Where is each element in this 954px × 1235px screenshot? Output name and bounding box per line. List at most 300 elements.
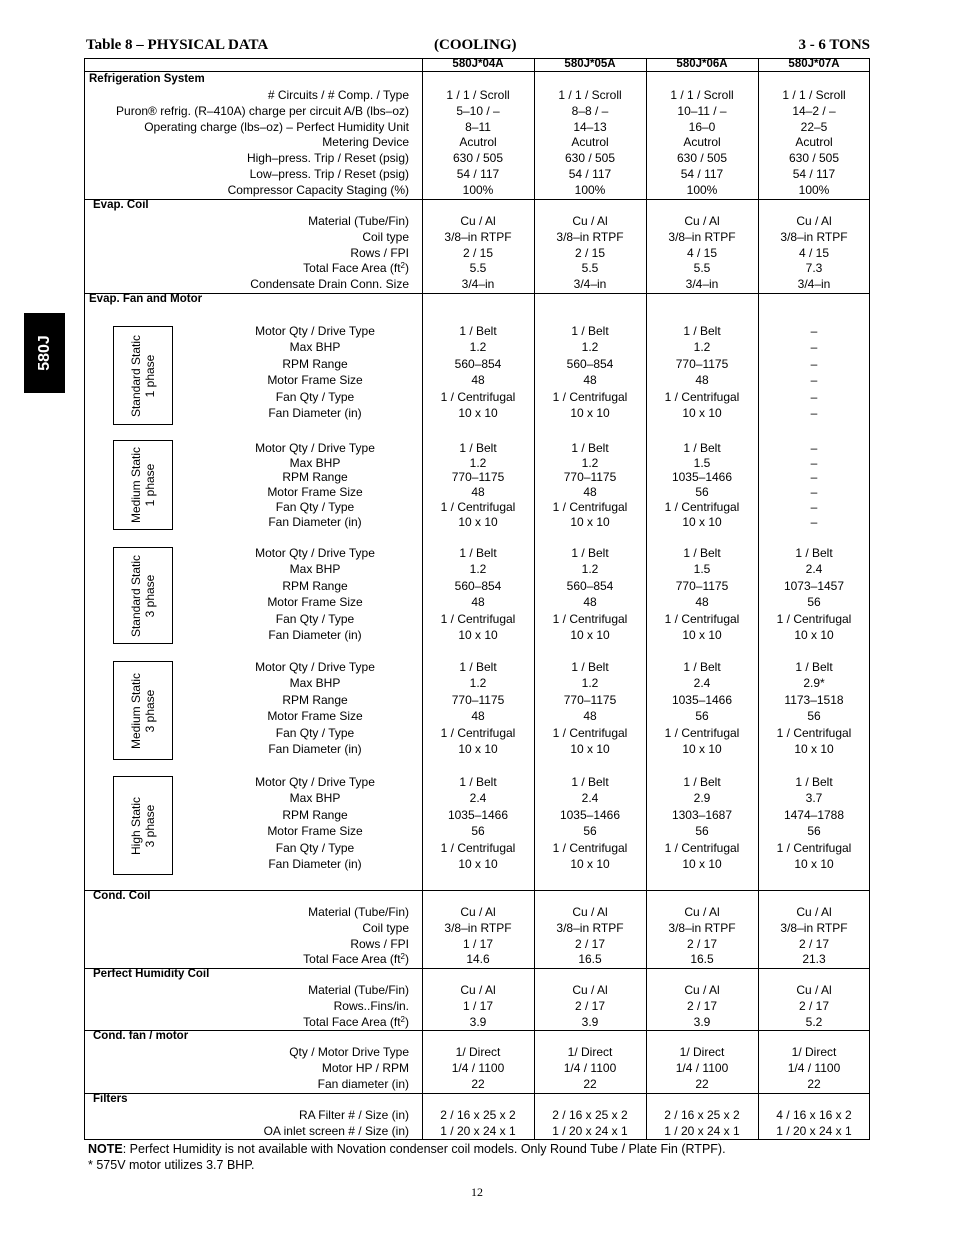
cell-value: 1 / Centrifugal [552,611,628,626]
cell-value: 56 [807,824,821,839]
fan-row-label: Max BHP [289,562,341,577]
cell-value: 2.9* [803,676,825,691]
table-tons: 3 - 6 TONS [798,37,870,53]
cell-value: 1073–1457 [783,578,845,593]
row-label: Fan diameter (in) [317,1076,409,1091]
cell-value: 1 / Centrifugal [440,499,516,514]
cell-value: 10 x 10 [458,406,498,420]
cell-value: 48 [471,373,485,388]
row-label: Total Face Area $(ft^2)$ [303,261,409,276]
cell-value: 10 x 10 [682,514,722,529]
row-label: # Circuits / # Comp. / Type [267,88,409,102]
cell-value: – [810,406,818,420]
cell-value: 10 x 10 [682,857,722,871]
cell-value: 1 / Belt [795,775,833,789]
cell-value: 3/8–in RTPF [780,229,848,244]
cell-value: 10 x 10 [682,742,722,756]
cell-value: 14–13 [573,119,607,134]
fan-row-label: Motor Frame Size [267,824,363,839]
cell-value: 1 / Belt [683,441,721,455]
cell-value: 3/4–in [797,277,831,292]
superscript: 2 [400,261,405,271]
cell-value: – [810,499,818,514]
cell-value: 2 / 16 x 25 x 2 [664,1108,740,1122]
cell-value: – [810,514,818,529]
cell-value: 770–1175 [675,578,729,593]
row-label: Compressor Capacity Staging (%) [227,182,409,197]
cell-value: 770–1175 [451,470,505,485]
cell-value: 1/4 / 1100 [787,1060,841,1075]
cell-value: 770–1175 [451,692,505,707]
cell-value: 3/8–in RTPF [668,920,736,935]
fan-row-label: Motor Qty / Drive Type [255,546,375,560]
fan-group-box [113,547,173,644]
row-label: Condensate Drain Conn. Size [250,277,409,292]
cell-value: 1 / Centrifugal [440,725,516,740]
cell-value: 630 / 505 [452,151,504,166]
cell-value: 1 / Centrifugal [664,725,740,740]
cell-value: Acutrol [683,135,721,150]
cell-value: 1 / Belt [571,441,609,455]
section-title: Evap. Coil [93,199,149,211]
cell-value: 1 / Belt [459,775,497,789]
cell-value: 1035–1466 [671,470,733,485]
cell-value: 100% [686,182,718,197]
cell-value: Cu / Al [684,983,720,997]
cell-value: 1173–1518 [784,692,844,707]
cell-value: 1 / Belt [571,546,609,560]
cell-value: 3.9 [693,1014,711,1029]
cell-value: 1 / Centrifugal [552,389,628,404]
cell-value: 2 / 15 [574,245,606,260]
cell-value: 1 / 20 x 24 x 1 [664,1123,740,1138]
cell-value: Cu / Al [460,905,496,919]
cell-value: 8–8 / – [571,103,609,118]
row-divider [85,1030,869,1031]
table-title: Table 8 – PHYSICAL DATA [86,37,269,53]
cell-value: 1.2 [469,562,487,577]
cell-value: – [810,485,818,500]
cell-value: 2 / 17 [574,998,606,1013]
fan-group-phase: 3 phase [143,804,157,847]
fan-row-label: Fan Diameter (in) [268,628,362,642]
fan-row-label: Fan Qty / Type [275,389,355,404]
fan-row-label: RPM Range [282,807,348,822]
cell-value: 3/4–in [573,277,607,292]
cell-value: 3.9 [469,1014,487,1029]
cell-value: Cu / Al [460,214,496,228]
cell-value: 10 x 10 [682,406,722,420]
cell-value: Cu / Al [572,905,608,919]
cell-value: – [810,389,818,404]
cell-value: 1/4 / 1100 [563,1060,617,1075]
cell-value: 3/8–in RTPF [556,229,624,244]
fan-row-label: Motor Frame Size [267,595,363,610]
cell-value: 1/ Direct [791,1045,837,1059]
cell-value: 48 [471,485,485,500]
cell-value: 4 / 15 [686,245,718,260]
row-divider [85,293,869,294]
cell-value: 5.5 [693,261,711,276]
cell-value: 1 / Belt [459,324,497,338]
cell-value: 48 [695,595,709,610]
cell-value: 2 / 15 [462,245,494,260]
fan-group-box [113,440,173,530]
superscript: 2 [400,1014,405,1024]
fan-row-label: RPM Range [282,578,348,593]
cell-value: 10 x 10 [794,628,834,642]
cell-value: 10 x 10 [458,857,498,871]
row-label: Rows / FPI [350,936,409,951]
cell-value: 1 / Centrifugal [664,389,740,404]
fan-group-label [129,447,157,523]
table-title-bar [86,37,870,55]
fan-group-box [113,661,173,760]
cell-value: 1035–1466 [671,692,733,707]
cell-value: Cu / Al [684,905,720,919]
row-divider [85,1093,869,1094]
fan-group-box [113,326,173,425]
fan-row-label: Max BHP [289,455,341,470]
fan-group-label [129,672,157,748]
fan-group-phase: 1 phase [143,354,157,397]
cell-value: 560–854 [566,356,614,371]
row-label: Material (Tube/Fin) [308,214,409,228]
cell-value: 56 [471,824,485,839]
fan-row-label: Fan Qty / Type [275,840,355,855]
row-divider [85,890,869,891]
side-tab [24,313,65,393]
cell-value: 48 [471,709,485,724]
cell-value: 2.4 [805,562,823,577]
cell-value: 3/8–in RTPF [556,920,624,935]
cell-value: 10 x 10 [458,742,498,756]
cell-value: 2.4 [693,676,711,691]
cell-value: 1 / Belt [459,546,497,560]
cell-value: 100% [798,182,830,197]
cell-value: 56 [695,485,709,500]
row-label: Operating charge (lbs–oz) – Perfect Humidity Unit [144,119,409,134]
row-label: Low–press. Trip / Reset (psig) [249,167,409,181]
row-label: Rows..Fins/in. [333,998,409,1013]
fan-row-label: Motor Frame Size [267,373,363,388]
cell-value: 770–1175 [563,470,617,485]
cell-value: Cu / Al [796,214,832,228]
fan-group-name: Standard Static [129,334,143,417]
cell-value: 1/ Direct [679,1045,725,1059]
fan-row-label: Fan Qty / Type [275,499,355,514]
cell-value: 22 [807,1076,821,1091]
cell-value: 1 / Centrifugal [664,840,740,855]
column-header: 580J*04A [452,58,504,70]
fan-row-label: Motor Qty / Drive Type [255,775,375,789]
cell-value: 770–1175 [675,356,729,371]
cell-value: 1 / 17 [462,936,494,951]
physical-data-table [84,58,870,1140]
cell-value: 1.2 [469,676,487,691]
cell-value: 1.2 [581,455,599,470]
fan-group-phase: 1 phase [143,463,157,507]
cell-value: 10 x 10 [570,742,610,756]
row-label: Material (Tube/Fin) [308,905,409,919]
cell-value: 3.9 [581,1014,599,1029]
row-label: Coil type [362,229,409,244]
cell-value: 1 / Centrifugal [552,725,628,740]
cell-value: 16.5 [690,952,714,967]
section-title: Perfect Humidity Coil [93,968,210,980]
fan-row-label: Motor Qty / Drive Type [255,660,375,674]
cell-value: 1 / Centrifugal [440,389,516,404]
cell-value: 1 / Belt [795,546,833,560]
cell-value: 630 / 505 [676,151,728,166]
cell-value: 1.2 [469,340,487,355]
cell-value: 3/4–in [685,277,719,292]
row-divider [85,71,869,72]
cell-value: 630 / 505 [564,151,616,166]
cell-value: 8–11 [465,119,491,134]
row-label: OA inlet screen # / Size (in) [263,1123,409,1138]
cell-value: – [810,356,818,371]
cell-value: 22–5 [800,119,828,134]
cell-value: 48 [583,595,597,610]
row-label: High–press. Trip / Reset (psig) [246,151,409,166]
cell-value: 56 [807,595,821,610]
cell-value: 1 / Centrifugal [776,611,852,626]
cell-value: 14–2 / – [792,103,836,118]
fan-row-label: Fan Qty / Type [275,725,355,740]
cell-value: 1.2 [581,340,599,355]
cell-value: 1 / Belt [683,324,721,338]
fan-row-label: RPM Range [282,470,348,485]
table-mode: (COOLING) [434,37,517,53]
cell-value: 1 / Centrifugal [440,611,516,626]
cell-value: 3/8–in RTPF [668,229,736,244]
cell-value: 56 [695,824,709,839]
cell-value: 10 x 10 [682,628,722,642]
cell-value: 22 [583,1076,597,1091]
cell-value: 5.2 [805,1014,823,1029]
fan-row-label: Max BHP [289,340,341,355]
fan-row-label: Max BHP [289,676,341,691]
page-number: 12 [471,1185,483,1199]
cell-value: 56 [695,709,709,724]
cell-value: 5.5 [469,261,487,276]
cell-value: 560–854 [566,578,614,593]
cell-value: 1/4 / 1100 [451,1060,505,1075]
fan-row-label: Motor Frame Size [267,485,363,500]
cell-value: 54 / 117 [680,167,724,181]
cell-value: Cu / Al [684,214,720,228]
cell-value: 54 / 117 [792,167,836,181]
cell-value: 1474–1788 [783,807,845,822]
fan-group-name: Standard Static [129,554,143,637]
cell-value: 3.7 [805,791,823,806]
column-header: 580J*07A [788,58,840,70]
cell-value: 10–11 / – [677,103,727,118]
cell-value: 10 x 10 [570,514,610,529]
cell-value: 1 / Centrifugal [552,499,628,514]
cell-value: Cu / Al [796,905,832,919]
cell-value: 100% [462,182,494,197]
note-label: NOTE [88,1142,123,1156]
fan-group-phase: 3 phase [143,689,157,732]
fan-row-label: Fan Qty / Type [275,611,355,626]
cell-value: 7.3 [805,261,823,276]
fan-group-label [129,554,157,636]
row-label: Qty / Motor Drive Type [289,1045,409,1059]
cell-value: 16.5 [578,952,602,967]
note [88,1142,726,1156]
cell-value: 48 [583,709,597,724]
fan-group-label [129,796,157,854]
cell-value: 1 / Belt [795,660,833,674]
cell-value: 48 [583,373,597,388]
cell-value: 1 / Belt [683,546,721,560]
footnote: * 575V motor utilizes 3.7 BHP. [88,1158,255,1172]
cell-value: 2.4 [581,791,599,806]
cell-value: 630 / 505 [788,151,840,166]
cell-value: 54 / 117 [568,167,612,181]
cell-value: 1 / Centrifugal [440,840,516,855]
cell-value: Cu / Al [460,983,496,997]
cell-value: 1035–1466 [447,807,509,822]
cell-value: 2.4 [469,791,487,806]
cell-value: 2 / 17 [686,998,718,1013]
cell-value: Cu / Al [572,214,608,228]
section-title: Refrigeration System [89,73,205,85]
cell-value: 1.5 [693,455,711,470]
section-title: Evap. Fan and Motor [89,293,203,305]
fan-row-label: Max BHP [289,791,341,806]
superscript: 2 [400,952,405,962]
cell-value: – [810,441,818,455]
cell-value: 1.2 [581,562,599,577]
fan-row-label: RPM Range [282,356,348,371]
side-tab-label: 580J [35,335,53,371]
row-label: Material (Tube/Fin) [308,983,409,997]
column-header: 580J*06A [676,58,728,70]
cell-value: 54 / 117 [456,167,500,181]
fan-row-label: Fan Diameter (in) [268,406,362,420]
cell-value: 1/ Direct [567,1045,613,1059]
fan-row-label: Motor Frame Size [267,709,363,724]
cell-value: 1 / Centrifugal [552,840,628,855]
cell-value: 1 / 20 x 24 x 1 [440,1123,516,1138]
row-label: Coil type [362,920,409,935]
cell-value: Acutrol [571,135,609,150]
fan-group-name: Medium Static [129,446,143,524]
cell-value: 1 / Belt [683,660,721,674]
cell-value: 1/4 / 1100 [675,1060,729,1075]
cell-value: 100% [574,182,606,197]
cell-value: 1 / Belt [571,324,609,338]
cell-value: 10 x 10 [570,857,610,871]
cell-value: – [810,340,818,355]
cell-value: 1 / 1 / Scroll [670,88,734,102]
fan-group-name: High Static [129,796,143,855]
cell-value: 1 / 20 x 24 x 1 [776,1123,852,1138]
fan-group-phase: 3 phase [143,574,157,617]
cell-value: 1 / Belt [571,775,609,789]
fan-row-label: Motor Qty / Drive Type [255,441,375,455]
cell-value: 22 [471,1076,485,1091]
cell-value: – [810,324,818,338]
cell-value: 4 / 15 [798,245,830,260]
row-label: Total Face Area $(ft^2)$ [303,1014,409,1029]
cell-value: 1.2 [693,340,711,355]
fan-row-label: Motor Qty / Drive Type [255,324,375,338]
cell-value: Cu / Al [796,983,832,997]
row-label: Total Face Area $(ft^2)$ [303,952,409,967]
cell-value: 1 / Belt [571,660,609,674]
cell-value: – [810,455,818,470]
cell-value: 2 / 17 [574,936,606,951]
cell-value: 1035–1466 [559,807,621,822]
cell-value: 10 x 10 [458,514,498,529]
cell-value: 1 / Centrifugal [776,840,852,855]
cell-value: – [810,373,818,388]
fan-row-label: Fan Diameter (in) [268,857,362,871]
row-label: Metering Device [322,135,409,150]
cell-value: 1 / Centrifugal [664,611,740,626]
cell-value: 1 / Centrifugal [664,499,740,514]
column-header: 580J*05A [564,58,616,70]
cell-value: 10 x 10 [570,628,610,642]
cell-value: 1 / Centrifugal [776,725,852,740]
row-label: Rows / FPI [350,245,409,260]
cell-value: 3/4–in [461,277,495,292]
cell-value: 560–854 [454,356,502,371]
cell-value: 10 x 10 [458,628,498,642]
cell-value: 1 / Belt [459,660,497,674]
cell-value: 1 / 1 / Scroll [446,88,510,102]
cell-value: 22 [695,1076,709,1091]
cell-value: 4 / 16 x 16 x 2 [776,1108,852,1122]
cell-value: Cu / Al [572,983,608,997]
cell-value: 56 [583,824,597,839]
fan-row-label: Fan Diameter (in) [268,742,362,756]
cell-value: 3/8–in RTPF [444,229,512,244]
cell-value: 1 / 1 / Scroll [782,88,846,102]
cell-value: 1 / 1 / Scroll [558,88,622,102]
cell-value: 1 / 17 [462,998,494,1013]
cell-value: 2 / 16 x 25 x 2 [440,1108,516,1122]
cell-value: 3/8–in RTPF [780,920,848,935]
cell-value: 2 / 17 [686,936,718,951]
note-text: : Perfect Humidity is not available with Novation condenser coil models. Only Round Tube / Plate Fin (RTPF). [122,1142,726,1156]
row-label: RA Filter # / Size (in) [298,1108,409,1122]
cell-value: 1303–1687 [671,807,733,822]
cell-value: 48 [583,485,597,500]
cell-value: 5–10 / – [456,103,500,118]
fan-row-label: RPM Range [282,692,348,707]
cell-value: 770–1175 [563,692,617,707]
row-divider [85,199,869,200]
cell-value: 560–854 [454,578,502,593]
cell-value: 1.2 [469,455,487,470]
cell-value: 1 / 20 x 24 x 1 [552,1123,628,1138]
section-title: Cond. Coil [93,890,151,902]
section-title: Filters [93,1093,128,1105]
cell-value: 48 [695,373,709,388]
cell-value: – [810,470,818,485]
cell-value: 48 [471,595,485,610]
cell-value: 1.2 [581,676,599,691]
cell-value: 10 x 10 [794,857,834,871]
cell-value: 1 / Belt [459,441,497,455]
row-label: Motor HP / RPM [321,1060,409,1075]
cell-value: 14.6 [466,952,490,967]
